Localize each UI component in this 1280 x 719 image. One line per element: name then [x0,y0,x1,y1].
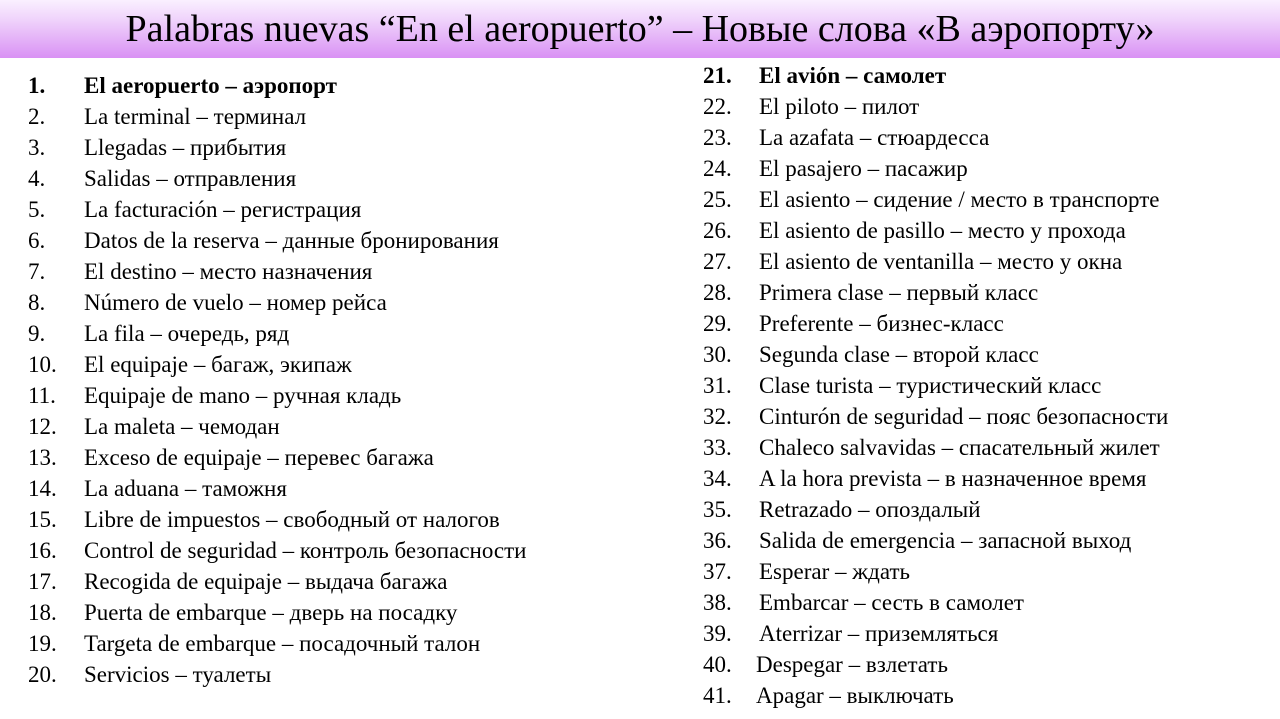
item-text: Control de seguridad – контроль безопасности [84,538,527,563]
item-text: Libre de impuestos – свободный от налогов [84,507,500,532]
list-item [703,153,1168,184]
item-number: 3. [28,135,46,160]
item-number: 22. [703,94,732,119]
item-text: El asiento – сидение / место в транспорте [759,187,1160,212]
item-text: Equipaje de mano – ручная кладь [84,383,402,408]
item-number: 37. [703,559,732,584]
item-text: La fila – очередь, ряд [84,321,290,346]
item-text: Targeta de embarque – посадочный талон [84,631,481,656]
item-number: 5. [28,197,46,222]
item-number: 39. [703,621,732,646]
item-text: Recogida de equipaje – выдача багажа [84,569,448,594]
list-item [28,318,526,349]
list-item [28,504,526,535]
item-text: El pasajero – пасажир [759,156,968,181]
item-number: 27. [703,249,732,274]
item-number: 25. [703,187,732,212]
item-text: Aterrizar – приземляться [759,621,999,646]
item-number: 29. [703,311,732,336]
list-item [703,122,1168,153]
item-text: Salidas – отправления [84,166,297,191]
item-number: 36. [703,528,732,553]
item-text: El asiento de ventanilla – место у окна [759,249,1123,274]
item-number: 9. [28,321,46,346]
list-item [28,70,526,101]
item-number: 17. [28,569,57,594]
list-item [703,215,1168,246]
vocabulary-list-left [28,70,526,690]
list-item [703,680,1168,711]
list-item [703,432,1168,463]
title-bar [0,0,1280,58]
item-text: La maleta – чемодан [84,414,280,439]
item-number: 6. [28,228,46,253]
item-number: 33. [703,435,732,460]
item-text: Número de vuelo – номер рейса [84,290,387,315]
item-text: El aeropuerto – аэропорт [84,73,337,98]
item-number: 19. [28,631,57,656]
item-text: Chaleco salvavidas – спасательный жилет [759,435,1160,460]
item-number: 32. [703,404,732,429]
list-item [703,277,1168,308]
item-number: 20. [28,662,57,687]
item-number: 28. [703,280,732,305]
item-number: 16. [28,538,57,563]
item-number: 23. [703,125,732,150]
list-item [28,380,526,411]
list-item [703,401,1168,432]
item-text: Datos de la reserva – данные бронирования [84,228,499,253]
item-text: Segunda clase – второй класс [759,342,1039,367]
list-item [28,225,526,256]
item-number: 38. [703,590,732,615]
list-item [28,101,526,132]
list-item [703,556,1168,587]
list-item [703,587,1168,618]
item-text: Exceso de equipaje – перевес багажа [84,445,434,470]
item-text: Clase turista – туристический класс [759,373,1102,398]
item-text: Puerta de embarque – дверь на посадку [84,600,458,625]
list-item [703,463,1168,494]
item-text: La terminal – терминал [84,104,307,129]
item-text: Apagar – выключать [756,683,954,708]
item-number: 4. [28,166,46,191]
item-text: Embarcar – сесть в самолет [759,590,1024,615]
list-item [28,194,526,225]
item-number: 40. [703,652,732,677]
list-item [703,308,1168,339]
item-text: Preferente – бизнес-класс [759,311,1004,336]
list-item [703,91,1168,122]
item-text: Primera clase – первый класс [759,280,1039,305]
item-number: 18. [28,600,57,625]
item-number: 14. [28,476,57,501]
item-text: La aduana – таможня [84,476,287,501]
item-number: 10. [28,352,57,377]
list-item [28,442,526,473]
item-number: 12. [28,414,57,439]
item-number: 34. [703,466,732,491]
item-text: La facturación – регистрация [84,197,362,222]
item-number: 13. [28,445,57,470]
item-text: Esperar – ждать [759,559,910,584]
list-item [28,287,526,318]
item-text: El asiento de pasillo – место у прохода [759,218,1126,243]
list-item [703,649,1168,680]
item-number: 35. [703,497,732,522]
item-number: 15. [28,507,57,532]
list-item [28,163,526,194]
list-item [703,370,1168,401]
item-number: 21. [703,63,732,88]
vocabulary-list-right [703,60,1168,711]
list-item [703,618,1168,649]
list-item [28,659,526,690]
list-item [28,473,526,504]
list-item [28,256,526,287]
item-number: 30. [703,342,732,367]
page-title: Palabras nuevas “En el aeropuerto” – Новые слова «В аэропорту» [125,8,1155,50]
item-text: El destino – место назначения [84,259,373,284]
list-item [28,349,526,380]
item-text: Llegadas – прибытия [84,135,287,160]
item-number: 41. [703,683,732,708]
item-text: El equipaje – багаж, экипаж [84,352,352,377]
item-text: El piloto – пилот [759,94,920,119]
list-item [28,597,526,628]
list-item [28,566,526,597]
item-text: La azafata – стюардесса [759,125,990,150]
item-text: Servicios – туалеты [84,662,272,687]
item-number: 1. [28,73,46,98]
item-text: El avión – самолет [759,63,947,88]
list-item [703,339,1168,370]
item-number: 24. [703,156,732,181]
item-text: Cinturón de seguridad – пояс безопасности [759,404,1169,429]
list-item [703,184,1168,215]
item-number: 7. [28,259,46,284]
list-item [28,535,526,566]
item-text: Salida de emergencia – запасной выход [759,528,1132,553]
item-number: 11. [28,383,56,408]
item-text: A la hora prevista – в назначенное время [759,466,1147,491]
item-number: 26. [703,218,732,243]
item-number: 8. [28,290,46,315]
list-item [703,525,1168,556]
item-number: 2. [28,104,46,129]
list-item [28,628,526,659]
list-item [703,494,1168,525]
item-text: Retrazado – опоздалый [759,497,981,522]
list-item [28,132,526,163]
item-text: Despegar – взлетать [756,652,948,677]
list-item [28,411,526,442]
item-number: 31. [703,373,732,398]
list-item [703,60,1168,91]
list-item [703,246,1168,277]
